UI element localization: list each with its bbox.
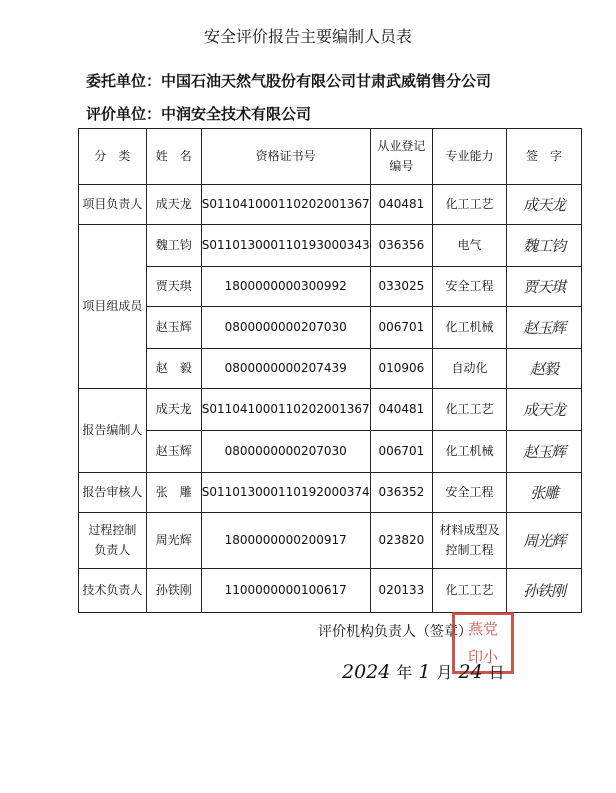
signature: 成天龙 [506, 185, 581, 225]
cell-specialty: 电气 [433, 225, 507, 267]
cell-cert: S011013000110192000374 [201, 473, 370, 513]
table-row [79, 513, 582, 569]
cell-cert: 1800000000300992 [201, 267, 370, 307]
cell-name: 赵玉辉 [146, 307, 201, 349]
sign-date [336, 660, 505, 683]
cell-name: 成天龙 [146, 389, 201, 431]
cell-name: 赵 毅 [146, 349, 201, 389]
signature: 成天龙 [506, 389, 581, 431]
signature: 赵毅 [506, 349, 581, 389]
header-cert: 资格证书号 [201, 129, 370, 185]
signature: 赵玉辉 [506, 431, 581, 473]
date-day: 24 [458, 661, 483, 683]
date-year: 2024 [342, 661, 391, 683]
evaluator-label: 评价单位： [86, 105, 162, 123]
cell-reg: 010906 [370, 349, 432, 389]
header-category: 分 类 [79, 129, 147, 185]
page-title: 安全评价报告主要编制人员表 [203, 27, 412, 46]
signature: 孙铁刚 [506, 569, 581, 613]
cell-reg: 023820 [370, 513, 432, 569]
cell-cert: 0800000000207030 [201, 307, 370, 349]
seal-line: 印小 [467, 648, 498, 666]
cell-specialty: 化工工艺 [433, 185, 507, 225]
cell-cert: 1100000000100617 [201, 569, 370, 613]
cell-category: 报告编制人 [79, 389, 147, 473]
cell-cert: S011041000110202001367 [201, 185, 370, 225]
signature: 贾天琪 [506, 267, 581, 307]
client-line [86, 70, 491, 91]
table-row [79, 225, 582, 267]
header-specialty: 专业能力 [433, 129, 507, 185]
cell-category: 技术负责人 [79, 569, 147, 613]
cell-name: 魏工钧 [146, 225, 201, 267]
cell-name: 周光辉 [146, 513, 201, 569]
cell-cert: S011041000110202001367 [201, 389, 370, 431]
table-header [79, 129, 582, 185]
table-row [79, 267, 582, 307]
cell-specialty: 安全工程 [433, 267, 507, 307]
seal-line: 燕党 [467, 620, 498, 638]
cell-specialty: 材料成型及 控制工程 [433, 513, 507, 569]
cell-category: 报告审核人 [79, 473, 147, 513]
table-row [79, 569, 582, 613]
cell-reg: 033025 [370, 267, 432, 307]
table-row [79, 185, 582, 225]
cell-category: 项目负责人 [79, 185, 147, 225]
date-year-label: 年 [396, 663, 413, 682]
date-month: 1 [418, 661, 431, 683]
cell-specialty: 化工机械 [433, 307, 507, 349]
director-signature-label: 评价机构负责人（签章） [318, 624, 472, 640]
cell-reg: 036352 [370, 473, 432, 513]
signature: 魏工钧 [506, 225, 581, 267]
header-signature: 签 字 [506, 129, 581, 185]
signature: 周光辉 [506, 513, 581, 569]
cell-specialty: 安全工程 [433, 473, 507, 513]
cell-specialty: 自动化 [433, 349, 507, 389]
table-row [79, 431, 582, 473]
cell-category: 项目组成员 [79, 225, 147, 389]
cell-reg: 006701 [370, 307, 432, 349]
cell-specialty: 化工机械 [433, 431, 507, 473]
cell-specialty: 化工工艺 [433, 569, 507, 613]
cell-name: 成天龙 [146, 185, 201, 225]
date-month-label: 月 [436, 663, 453, 682]
staff-table [78, 128, 582, 613]
cell-reg: 040481 [370, 389, 432, 431]
table-row [79, 389, 582, 431]
table-row [79, 349, 582, 389]
cell-specialty: 化工工艺 [433, 389, 507, 431]
evaluator-line [86, 103, 311, 124]
date-day-label: 日 [488, 663, 505, 682]
client-value: 中国石油天然气股份有限公司甘肃武威销售分公司 [161, 72, 492, 90]
signature: 赵玉辉 [506, 307, 581, 349]
header-reg: 从业登记 编号 [370, 129, 432, 185]
cell-category: 过程控制 负责人 [79, 513, 147, 569]
cell-cert: 0800000000207030 [201, 431, 370, 473]
cell-reg: 020133 [370, 569, 432, 613]
cell-name: 孙铁刚 [146, 569, 201, 613]
table-row [79, 307, 582, 349]
cell-name: 赵玉辉 [146, 431, 201, 473]
cell-name: 贾天琪 [146, 267, 201, 307]
cell-cert: S011013000110193000343 [201, 225, 370, 267]
cell-reg: 006701 [370, 431, 432, 473]
cell-reg: 036356 [370, 225, 432, 267]
evaluator-value: 中润安全技术有限公司 [161, 105, 312, 123]
cell-cert: 0800000000207439 [201, 349, 370, 389]
cell-cert: 1800000000200917 [201, 513, 370, 569]
client-label: 委托单位： [86, 72, 162, 90]
cell-reg: 040481 [370, 185, 432, 225]
cell-name: 张 雕 [146, 473, 201, 513]
table-row [79, 473, 582, 513]
signature: 张雕 [506, 473, 581, 513]
header-name: 姓 名 [146, 129, 201, 185]
